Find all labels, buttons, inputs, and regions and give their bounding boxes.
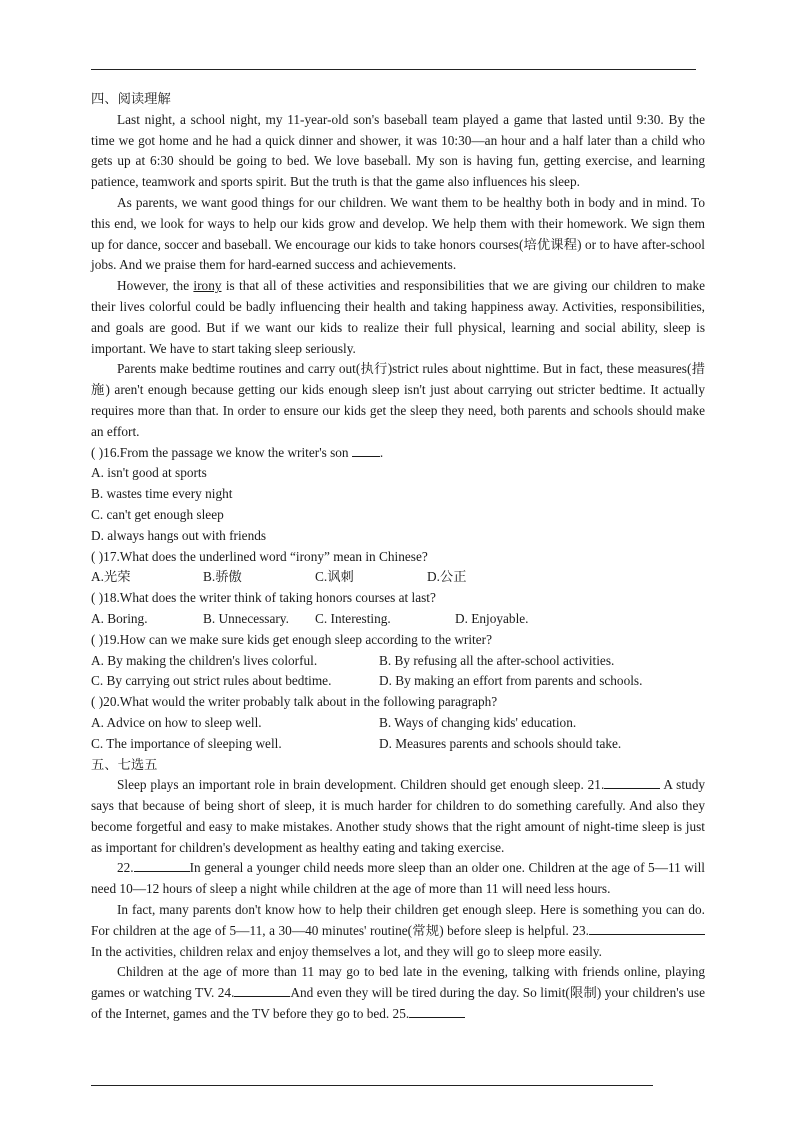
document-body	[91, 89, 705, 1025]
section-cloze-title: 五、七选五	[91, 756, 158, 772]
answer-blank[interactable]	[352, 444, 380, 457]
q17-option-b: B.骄傲	[203, 569, 242, 585]
q17-option-a: A.光荣	[91, 569, 131, 585]
cloze-paragraph-3: In fact, many parents don't know how to help their children get enough sleep. Here is something you can do. For children at the age of 5—11, a 30—40 minutes' routine(常规) before sleep is helpful. 23. In the activities, children relax and enjoy themselves a lot, and they will go to sleep more easily.	[91, 902, 705, 959]
blank-25[interactable]	[409, 1005, 465, 1018]
q17-options	[91, 567, 705, 588]
question-16-stem: ( )16.From the passage we know the writer's son	[91, 444, 349, 460]
blank-23[interactable]	[589, 922, 705, 935]
q20-option-d: D. Measures parents and schools should take.	[379, 735, 622, 751]
cloze-paragraph-4: Children at the age of more than 11 may go to bed late in the evening, talking with friends online, playing games or watching TV. 24. And even they will be tired during the day. So limit(限制) your children's use of the Internet, games and the TV before they go to bed. 25.	[91, 964, 705, 1022]
blank-22[interactable]	[134, 859, 190, 872]
question-16: ( )16.From the passage we know the writer's son .	[91, 444, 384, 460]
p3-rest-text: is that all of these activities and responsibilities that we are giving our children to make their lives colorful could be badly influencing their health and taking happiness away. Activities, responsibilities, and goals are good. But if we want our kids to realize their full physical, learning and social ability, sleep is important. We have to start taking sleep seriously.	[91, 278, 705, 356]
q16-option-c: C. can't get enough sleep	[91, 506, 224, 522]
q19-options-cd	[91, 671, 705, 692]
reading-paragraph-2: As parents, we want good things for our children. We want them to be healthy both in body and in mind. To this end, we look for ways to help our kids grow and develop. We help them with their homework. We sign them up for dance, soccer and baseball. We encourage our kids to take honors courses(培优课程) or to have after-school jobs. And we praise them for hard-earned success and achievements.	[91, 194, 705, 273]
blank-24[interactable]	[234, 984, 290, 997]
header-rule	[91, 69, 696, 70]
q19-option-b: B. By refusing all the after-school activities.	[379, 652, 615, 668]
section-reading-title: 四、阅读理解	[91, 91, 171, 106]
reading-paragraph-3	[91, 276, 705, 359]
q16-option-d: D. always hangs out with friends	[91, 527, 267, 543]
blank-21[interactable]	[604, 776, 660, 789]
q19-option-a: A. By making the children's lives colorful.	[91, 652, 318, 668]
reading-paragraph-4: Parents make bedtime routines and carry out(执行)strict rules about nighttime. But in fact, these measures(措施) aren't enough because getting our kids enough sleep isn't just about carrying out stricter bedtime. It actually requires more than that. In order to ensure our kids get the sleep they need, both parents and schools should make an effort.	[91, 361, 705, 439]
question-17: ( )17.What does the underlined word “irony” mean in Chinese?	[91, 548, 428, 564]
question-18: ( )18.What does the writer think of taking honors courses at last?	[91, 590, 436, 606]
q17-option-c: C.讽刺	[315, 569, 354, 585]
reading-paragraph-1: Last night, a school night, my 11-year-old son's baseball team played a game that lasted until 9:30. By the time we got home and he had a quick dinner and shower, it was 10:30—an hour and a half later than a child who gets up at 6:30 should be going to bed. We love baseball. My son is having fun, getting exercise, and learning patience, teamwork and sports spirit. But the truth is that the game also influences his sleep.	[91, 111, 705, 190]
q18-option-c: C. Interesting.	[315, 610, 391, 626]
q19-options-ab	[91, 651, 705, 672]
question-20: ( )20.What would the writer probably talk about in the following paragraph?	[91, 694, 498, 710]
question-19: ( )19.How can we make sure kids get enough sleep according to the writer?	[91, 631, 492, 647]
q20-options-cd	[91, 734, 705, 755]
cloze-paragraph-2: 22. In general a younger child needs more sleep than an older one. Children at the age of 5—11 will need 10—12 hours of sleep a night while children at the age of more than 11 will need less hours.	[91, 860, 705, 897]
q16-option-a: A. isn't good at sports	[91, 465, 207, 481]
q20-option-b: B. Ways of changing kids' education.	[379, 714, 577, 730]
q20-options-ab	[91, 713, 705, 734]
q18-option-d: D. Enjoyable.	[455, 610, 529, 626]
q19-option-d: D. By making an effort from parents and schools.	[379, 673, 643, 689]
q19-option-c: C. By carrying out strict rules about bedtime.	[91, 673, 332, 689]
cloze-paragraph-1: Sleep plays an important role in brain development. Children should get enough sleep. 21. A study says that because of being short of sleep, it is much harder for children to do something carefully. And also they become forgetful and easy to make mistakes. Another study shows that the right amount of night-time sleep is just as important for children's development as healthy eating and taking exercise.	[91, 777, 705, 855]
q18-option-a: A. Boring.	[91, 610, 148, 626]
q18-options	[91, 609, 705, 630]
p3-lead-text: However, the	[117, 278, 194, 294]
q18-option-b: B. Unnecessary.	[203, 610, 289, 626]
underlined-word-irony: irony	[193, 278, 222, 294]
q20-option-a: A. Advice on how to sleep well.	[91, 714, 262, 730]
q20-option-c: C. The importance of sleeping well.	[91, 735, 282, 751]
q16-option-b: B. wastes time every night	[91, 486, 233, 502]
footer-rule	[91, 1085, 653, 1086]
q17-option-d: D.公正	[427, 569, 467, 585]
